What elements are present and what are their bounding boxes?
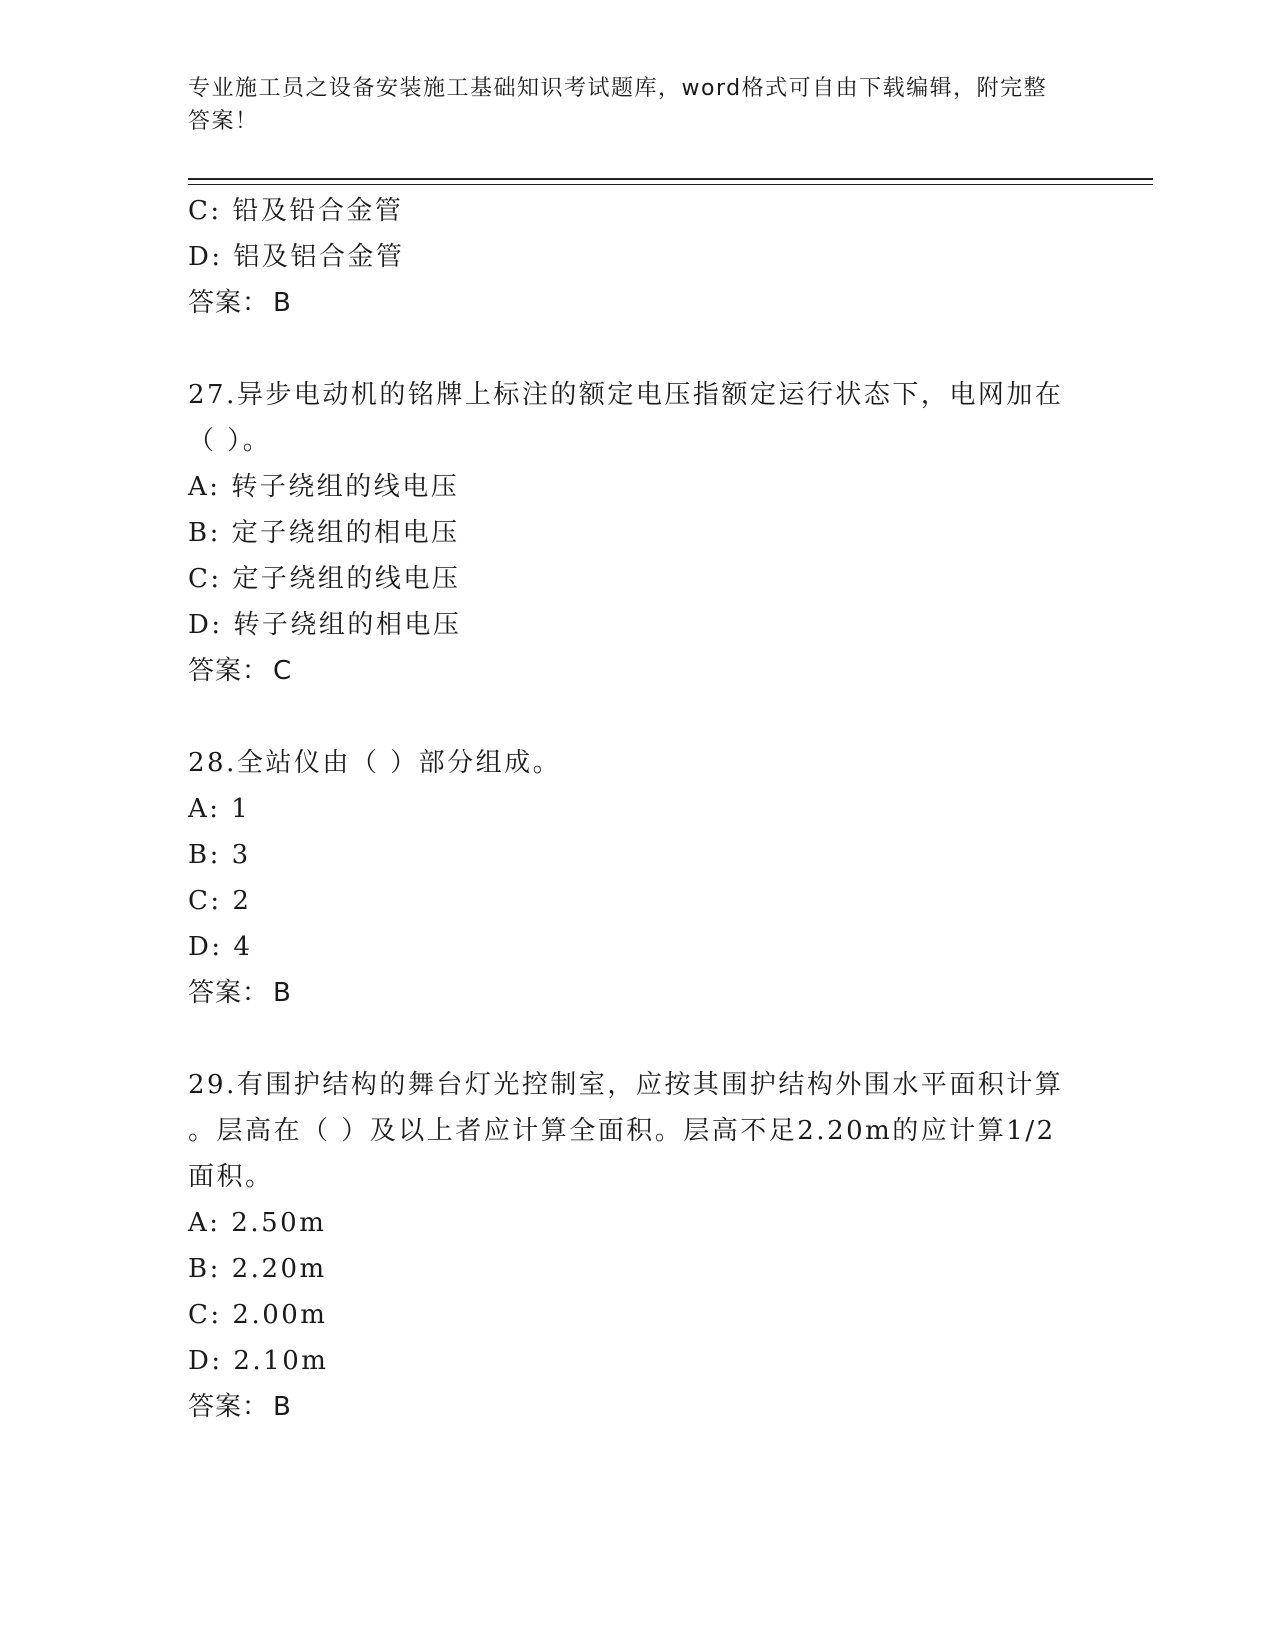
option-a: A: 2.50m [188, 1208, 327, 1238]
option-a: A: 转子绕组的线电压 [188, 472, 460, 502]
answer-line [188, 1384, 1088, 1430]
answer-value: B [273, 1392, 292, 1422]
answer-label: 答案： [188, 288, 270, 318]
option-d: D: 铝及铝合金管 [188, 242, 405, 272]
question-29 [188, 1062, 1088, 1430]
question-28 [188, 740, 1088, 1016]
option-d: D: 2.10m [188, 1346, 329, 1376]
answer-label: 答案： [188, 1392, 270, 1422]
question-stem-continued: 。层高在（ ）及以上者应计算全面积。层高不足2.20m的应计算1/2 [188, 1116, 1056, 1146]
question-27 [188, 372, 1088, 694]
option-b: B: 3 [188, 840, 251, 870]
option-c: C: 铅及铅合金管 [188, 196, 404, 226]
option-b: B: 2.20m [188, 1254, 327, 1284]
option-b: B: 定子绕组的相电压 [188, 518, 460, 548]
answer-value: C [273, 656, 293, 686]
document-header [188, 72, 1068, 138]
question-stem: 27.异步电动机的铭牌上标注的额定电压指额定运行状态下，电网加在 [188, 380, 1064, 410]
answer-line [188, 970, 1088, 1016]
answer-line [188, 648, 1088, 694]
question-stem: 28.全站仪由（ ）部分组成。 [188, 748, 562, 778]
option-c: C: 定子绕组的线电压 [188, 564, 461, 594]
answer-label: 答案： [188, 656, 270, 686]
answer-value: B [273, 978, 292, 1008]
header-divider-top [188, 178, 1153, 180]
option-a: A: 1 [188, 794, 251, 824]
answer-label: 答案： [188, 978, 270, 1008]
document-title: 专业施工员之设备安装施工基础知识考试题库，word格式可自由下载编辑，附完整答案！ [188, 76, 1048, 134]
answer-value: B [273, 288, 292, 318]
header-divider-bottom [188, 184, 1153, 185]
option-c: C: 2.00m [188, 1300, 328, 1330]
question-stem-continued: （ ）。 [188, 426, 272, 456]
option-d: D: 转子绕组的相电压 [188, 610, 462, 640]
question-stem: 29.有围护结构的舞台灯光控制室，应按其围护结构外围水平面积计算 [188, 1070, 1064, 1100]
option-d: D: 4 [188, 932, 253, 962]
question-list [188, 188, 1088, 1430]
option-c: C: 2 [188, 886, 252, 916]
answer-line [188, 280, 1088, 326]
question-26-tail [188, 188, 1088, 326]
question-stem-continued: 面积。 [188, 1162, 274, 1192]
